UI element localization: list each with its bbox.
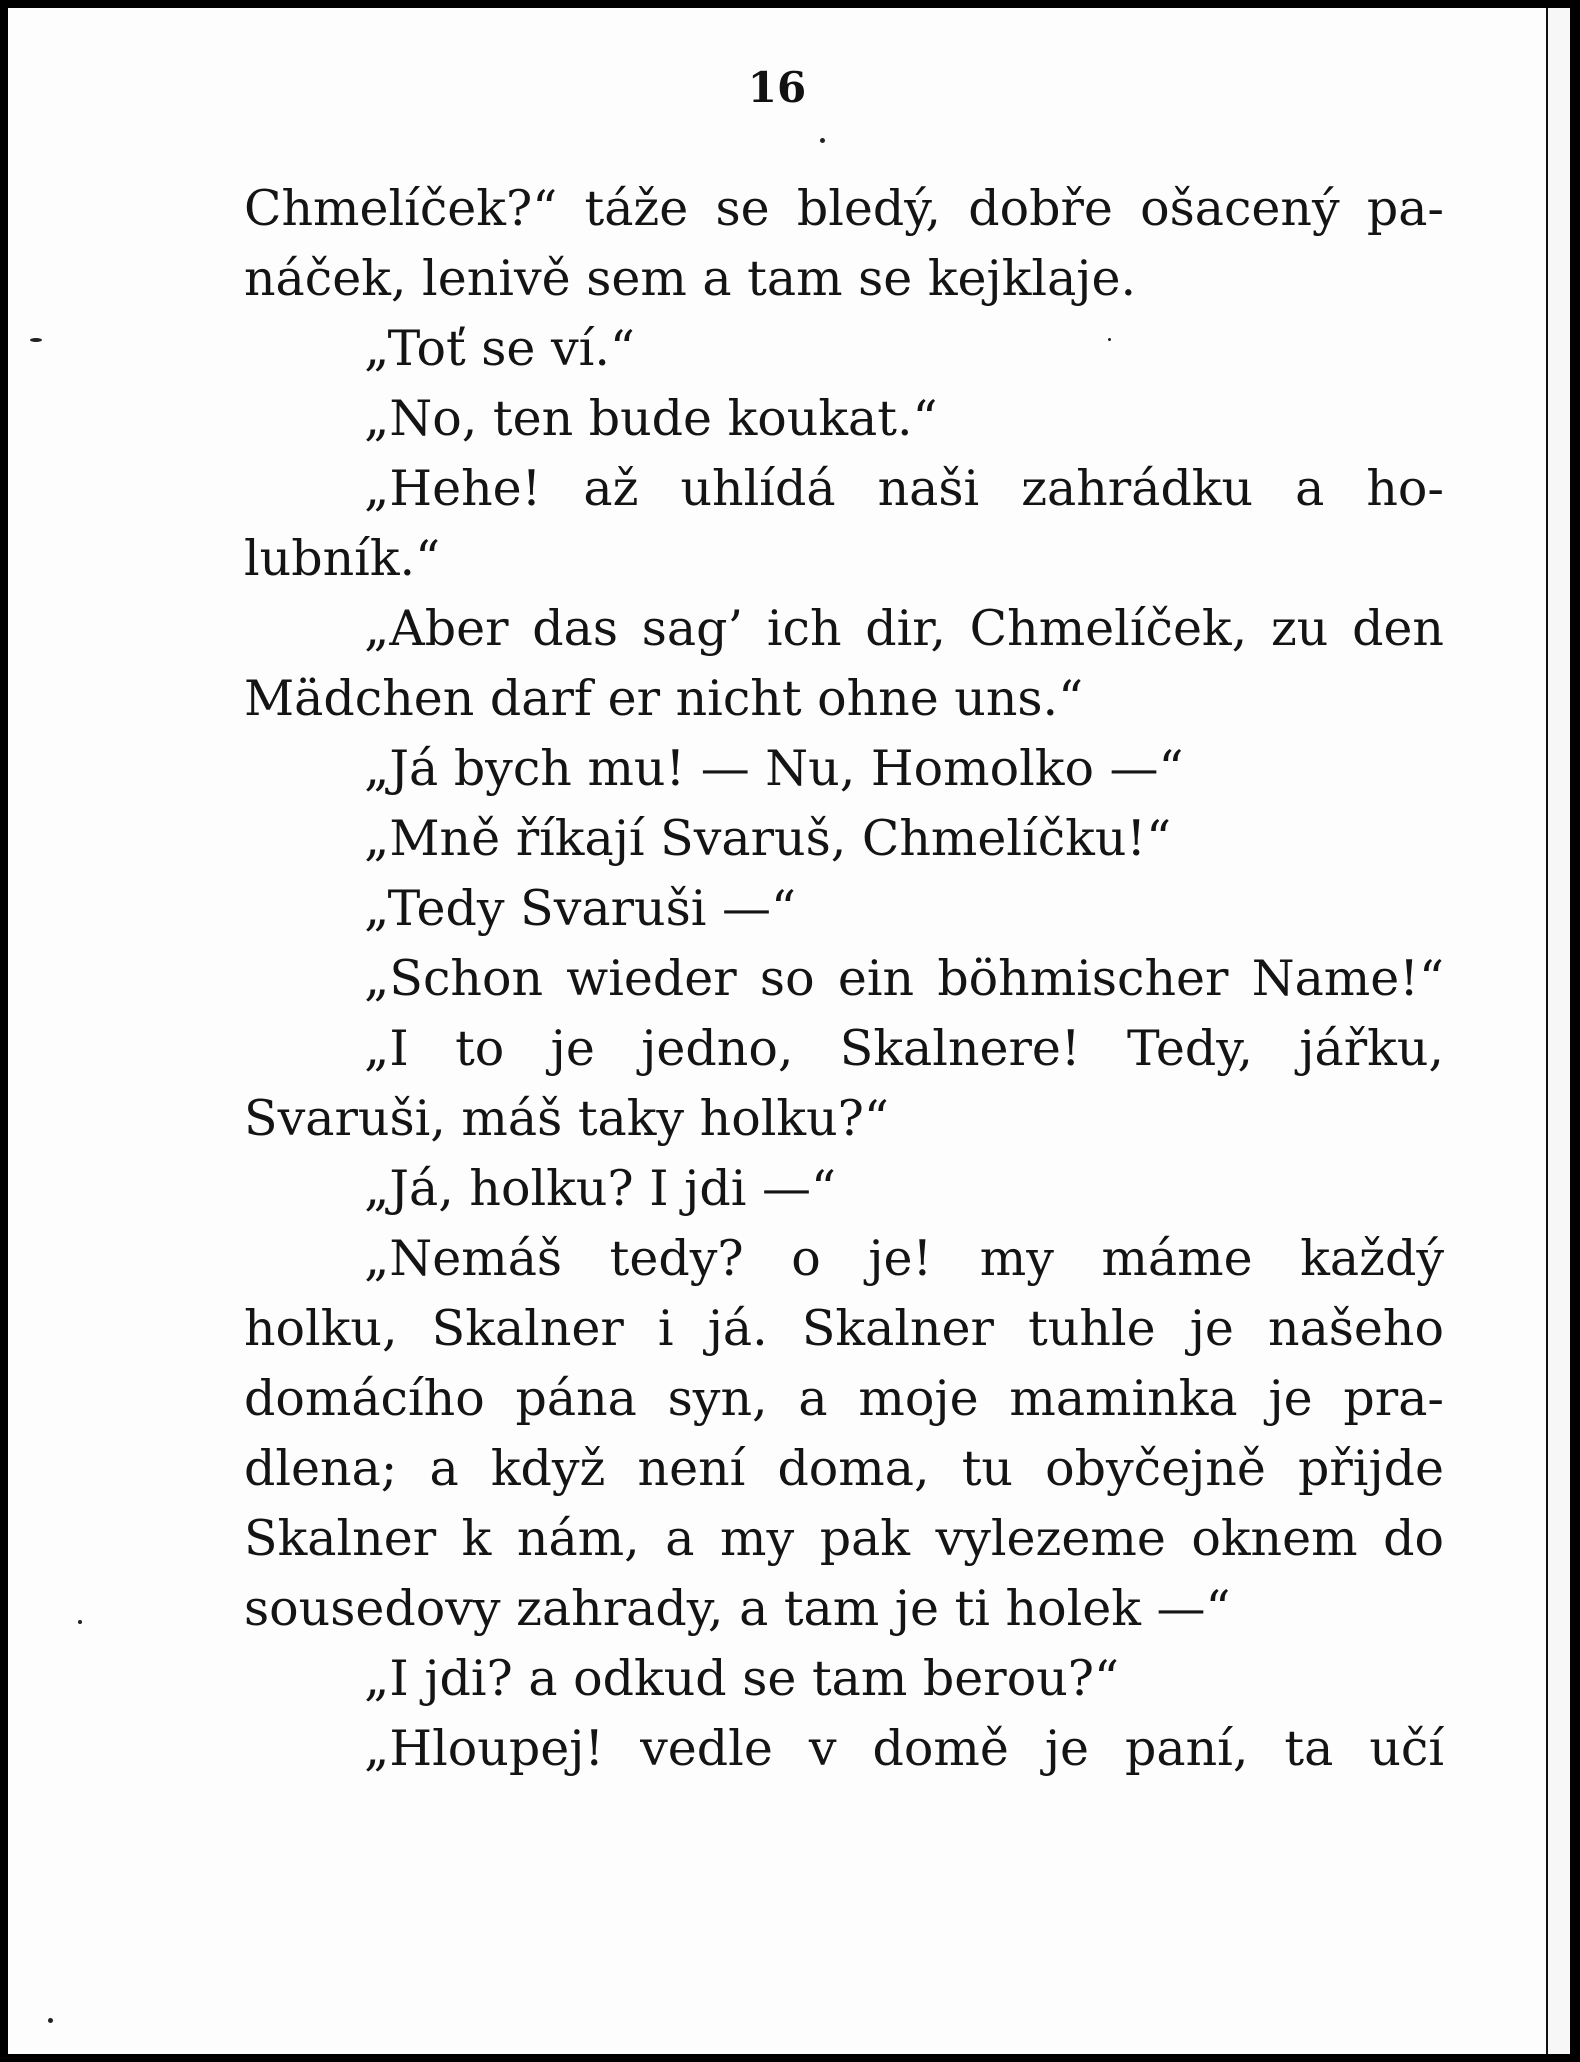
scan-speck	[30, 338, 42, 342]
text-line: náček, lenivě sem a tam se kejklaje.	[244, 250, 1137, 307]
page-edge	[1546, 8, 1570, 2054]
body-text	[244, 174, 1444, 1784]
text-line: Mädchen darf er nicht ohne uns.“	[244, 670, 1084, 727]
text-line: holku, Skalner i já. Skalner tuhle je našeho	[244, 1300, 1444, 1357]
text-line: sousedovy zahrady, a tam je ti holek —“	[244, 1580, 1231, 1637]
scan-speck	[48, 2018, 53, 2023]
page-number: 16	[747, 63, 807, 112]
scan-speck	[1108, 338, 1111, 341]
text-line: „Aber das sag’ ich dir, Chmelíček, zu den	[364, 600, 1444, 657]
text-line: „I to je jedno, Skalnere! Tedy, jářku,	[364, 1020, 1444, 1077]
text-line: domácího pána syn, a moje maminka je pra-	[244, 1370, 1444, 1427]
text-line: „Já, holku? I jdi —“	[364, 1160, 837, 1217]
text-line: „Schon wieder so ein böhmischer Name!“	[364, 950, 1444, 1007]
text-line: Svaruši, máš taky holku?“	[244, 1090, 889, 1147]
scan-speck	[820, 138, 825, 143]
text-line: „I jdi? a odkud se tam berou?“	[364, 1650, 1120, 1707]
text-line: „Toť se ví.“	[364, 320, 635, 377]
text-line: „Nemáš tedy? o je! my máme každý	[364, 1230, 1444, 1287]
book-page	[8, 8, 1546, 2054]
text-line: dlena; a když není doma, tu obyčejně přijde	[244, 1440, 1444, 1497]
text-line: „Tedy Svaruši —“	[364, 880, 797, 937]
text-line: „Mně říkají Svaruš, Chmelíčku!“	[364, 810, 1172, 867]
text-line: „Hehe! až uhlídá naši zahrádku a ho-	[364, 460, 1444, 517]
text-line: lubník.“	[244, 530, 441, 587]
scan-speck	[78, 1620, 82, 1624]
text-line: Skalner k nám, a my pak vylezeme oknem do	[244, 1510, 1444, 1567]
text-line: „No, ten bude koukat.“	[364, 390, 938, 447]
text-line: Chmelíček?“ táže se bledý, dobře ošacený pa-	[244, 180, 1444, 237]
text-line: „Hloupej! vedle v domě je paní, ta učí	[364, 1720, 1444, 1777]
text-line: „Já bych mu! — Nu, Homolko —“	[364, 740, 1184, 797]
